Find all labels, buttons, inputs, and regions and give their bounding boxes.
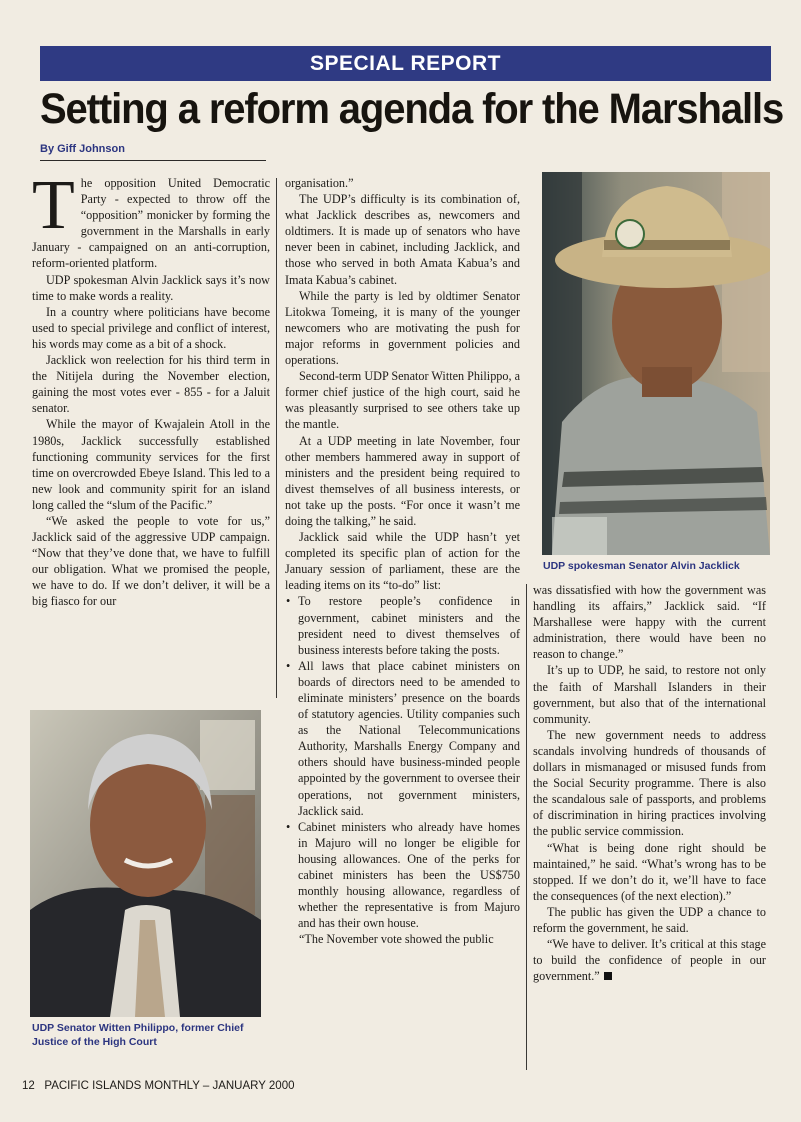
drop-cap: T	[32, 167, 75, 244]
paragraph: In a country where politicians have become used to special privilege and conflict of interest, his words may come as a bit of a shock.	[32, 304, 270, 351]
headline: Setting a reform agenda for the Marshalls	[40, 85, 784, 133]
photo-caption-jacklick: UDP spokesman Senator Alvin Jacklick	[543, 560, 740, 572]
paragraph: “We asked the people to vote for us,” Jacklick said of the aggressive UDP campaign. “Now that they’ve done that, we have to fulfill our obligation. What we promised the people, we have to do. If we don’t deliver, it will be a big fiasco for our	[32, 513, 270, 609]
paragraph: “What is being done right should be maintained,” he said. “What’s wrong has to be stopped. If we don’t do it, we’ll have to face the consequences (of the next election).”	[533, 840, 766, 903]
page-footer: 12 PACIFIC ISLANDS MONTHLY – JANUARY 2000	[22, 1080, 295, 1092]
paragraph: Second-term UDP Senator Witten Philippo, a former chief justice of the high court, said he was pleasantly surprised to see others take up the mantle.	[285, 369, 520, 432]
end-mark-icon	[604, 972, 612, 980]
paragraph: organisation.”	[285, 176, 354, 190]
photo-caption-philippo: UDP Senator Witten Philippo, former Chief Justice of the High Court	[32, 1022, 244, 1048]
todo-item: • All laws that place cabinet ministers on boards of directors need to be amended to eliminate ministers’ presence on the boards of statutory agencies. Utility companies such as the National Telecommunications Authority, Marshalls Energy Company and others should have business-minded people appointed by the government to oversee their operations, not government ministers, Jacklick said.	[297, 658, 520, 819]
lead-paragraph	[32, 167, 270, 272]
article-column-3	[533, 582, 766, 984]
paragraph: Jacklick won reelection for his third term in the Nitijela during the November election, gaining the most votes ever - 855 - for a Jaluit senator.	[32, 353, 270, 416]
paragraph: While the mayor of Kwajalein Atoll in the 1980s, Jacklick successfully established functioning community services for the first time on overcrowded Ebeye Island. This led to a new look and community spirit for an island long called the “slum of the Pacific.”	[32, 417, 270, 512]
paragraph: The public has given the UDP a chance to reform the government, he said.	[533, 904, 766, 935]
section-banner: SPECIAL REPORT	[40, 46, 771, 81]
todo-item: • To restore people’s confidence in government, cabinet ministers and the president need to divest themselves of business interests before taking the posts.	[297, 593, 520, 657]
paragraph: The new government needs to address scandals involving hundreds of thousands of dollars in mismanaged or misused funds from the Social Security programme. There is also the scandalous sale of passports, and problems of discrimination in hiring practices involving the public service commission.	[533, 727, 766, 839]
final-paragraph	[533, 936, 766, 984]
lead-text: he opposition United Democratic Party - expected to throw off the “opposition” monicker by forming the government in the Marshalls in early January - campaigned on an anti-corruption, reform-oriented platform.	[32, 176, 270, 271]
final-text: “We have to deliver. It’s critical at this stage to build the confidence of people in our government.”	[533, 937, 766, 984]
paragraph: “The November vote showed the public	[299, 932, 494, 947]
photo-alvin-jacklick	[542, 172, 770, 555]
paragraph: The UDP’s difficulty is its combination of, what Jacklick describes as, newcomers and oldtimers. It is made up of senators who have never been in cabinet, including Jacklick, and those who served in both Amata Kabua’s and Imata Kabua’s cabinet.	[285, 192, 520, 287]
portrait-illustration	[30, 710, 261, 1017]
column-divider	[276, 178, 277, 698]
todo-item: • Cabinet ministers who already have homes in Majuro will no longer be eligible for housing allowances. One of the perks for cabinet ministers has been the US$750 monthly housing allowance, regardless of whether the representative is from Majuro and has their own house.	[297, 819, 520, 932]
paragraph: At a UDP meeting in late November, four other members hammered away in support of ministers and the president being required to divest themselves of all business interests, or not take up the posts. “For once it wasn’t me doing the talking,” he said.	[285, 433, 520, 528]
article-column-2	[285, 175, 520, 948]
paragraph: Jacklick said while the UDP hasn’t yet completed its specific plan of action for the January session of parliament, these are the leading items on its “to-do” list:	[285, 530, 520, 593]
paragraph: It’s up to UDP, he said, to restore not only the faith of Marshall Islanders in their government, but also that of the international community.	[533, 663, 766, 726]
portrait-illustration	[542, 172, 770, 555]
column-divider	[526, 584, 527, 1070]
article-column-1	[32, 167, 270, 610]
paragraph: While the party is led by oldtimer Senator Litokwa Tomeing, it is many of the younger newcomers who are motivating the push for major reforms in government policies and operations.	[285, 288, 520, 368]
byline: By Giff Johnson	[40, 143, 266, 161]
paragraph: UDP spokesman Alvin Jacklick says it’s now time to make words a reality.	[32, 272, 270, 303]
todo-list	[285, 593, 520, 931]
paragraph: was dissatisfied with how the government was handling its affairs,” Jacklick said. “If Marshallese were happy with the current administration, there would have been no reason to change.”	[533, 583, 766, 662]
photo-witten-philippo	[30, 710, 261, 1017]
